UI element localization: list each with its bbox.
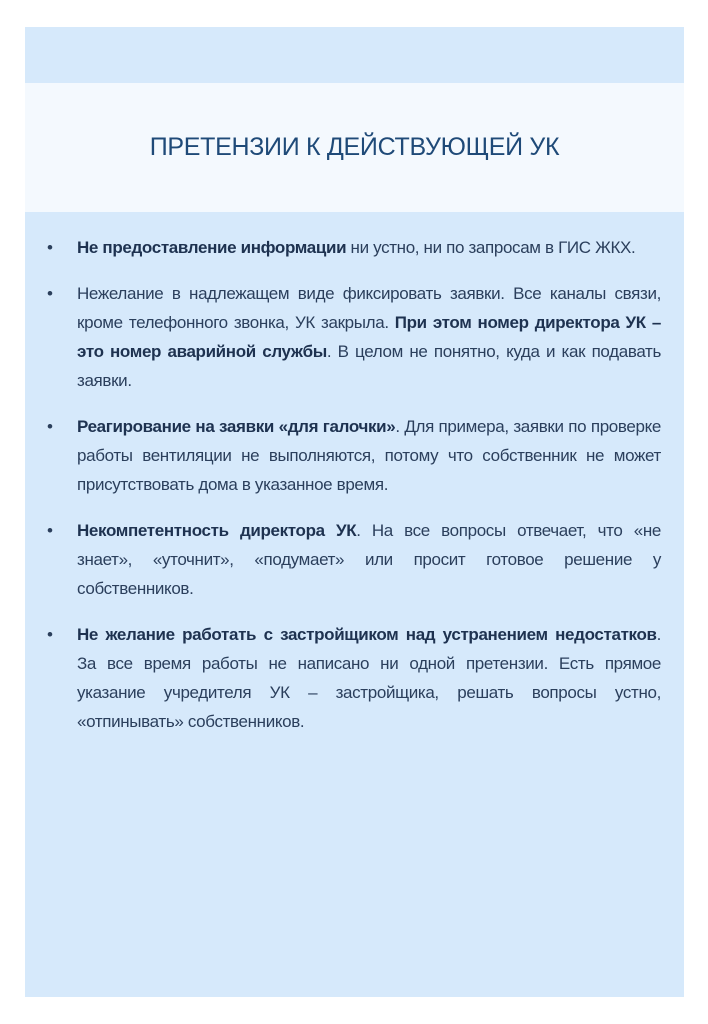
item-bold: Не предоставление информации [77, 238, 347, 257]
bullet-icon: • [47, 625, 53, 644]
slide-title: ПРЕТЕНЗИИ К ДЕЙСТВУЮЩЕЙ УК [149, 133, 560, 161]
item-bold: Реагирование на заявки «для галочки» [77, 417, 396, 436]
list-item [47, 279, 661, 395]
item-bold: При этом номер директора УК – это номер аварийной службы [77, 313, 661, 361]
bullet-icon: • [47, 284, 53, 303]
claims-list [47, 233, 661, 753]
item-bold: Не желание работать с застройщиком над устранением недостатков [77, 625, 657, 644]
bullet-icon: • [47, 521, 53, 540]
item-text: . За все время работы не написано ни одной претензии. Есть прямое указание учредителя УК – застройщика, решать вопросы устно, «отпинывать» собственников. [77, 625, 661, 731]
item-bold: Некомпетентность директора УК [77, 521, 357, 540]
bullet-icon: • [47, 238, 53, 257]
item-text: . Для примера, заявки по проверке работы вентиляции не выполняются, потому что собственник не может присутствовать дома в указанное время. [77, 417, 661, 494]
item-text: . На все вопросы отвечает, что «не знает», «уточнит», «подумает» или просит готовое решение у собственников. [77, 521, 661, 598]
bullet-icon: • [47, 417, 53, 436]
item-text: Нежелание в надлежащем виде фиксировать заявки. Все каналы связи, кроме телефонного звонка, УК закрыла. [77, 284, 661, 332]
list-item [47, 516, 661, 603]
list-item [47, 412, 661, 499]
list-item [47, 233, 661, 262]
list-item [47, 620, 661, 736]
slide [25, 27, 684, 997]
title-band [25, 83, 684, 212]
item-text-2: . В целом не понятно, куда и как подавать заявки. [77, 342, 661, 390]
item-text: ни устно, ни по запросам в ГИС ЖКХ. [346, 238, 636, 257]
